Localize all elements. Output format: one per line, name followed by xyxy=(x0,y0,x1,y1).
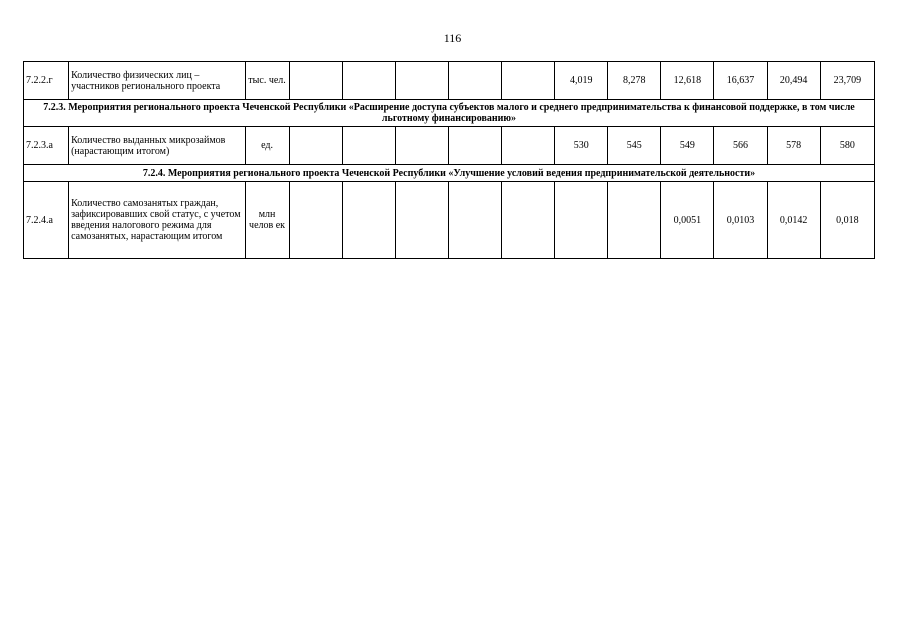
value-cell xyxy=(448,62,501,100)
section-row xyxy=(24,100,875,127)
unit-cell: тыс. чел. xyxy=(245,62,289,100)
value-cell: 578 xyxy=(767,127,820,165)
value-cell xyxy=(555,182,608,259)
table-row xyxy=(24,62,875,100)
value-cell xyxy=(289,62,342,100)
indicator-name: Количество выданных микрозаймов (нарастающим итогом) xyxy=(69,127,245,165)
row-code: 7.2.2.г xyxy=(24,62,69,100)
value-cell: 0,018 xyxy=(820,182,874,259)
table-row xyxy=(24,182,875,259)
value-cell xyxy=(289,182,342,259)
value-cell: 12,618 xyxy=(661,62,714,100)
value-cell xyxy=(608,182,661,259)
value-cell xyxy=(342,127,395,165)
value-cell: 23,709 xyxy=(820,62,874,100)
value-cell xyxy=(448,182,501,259)
value-cell: 0,0103 xyxy=(714,182,767,259)
value-cell: 530 xyxy=(555,127,608,165)
value-cell xyxy=(395,127,448,165)
row-code: 7.2.4.а xyxy=(24,182,69,259)
unit-cell: млн челов ек xyxy=(245,182,289,259)
page-number: 116 xyxy=(443,31,462,45)
section-heading: 7.2.3. Мероприятия регионального проекта Чеченской Республики «Расширение доступа субъектов малого и среднего предпринимательства к финансовой поддержке, в том числе льготному финансированию» xyxy=(24,100,875,127)
value-cell xyxy=(395,182,448,259)
value-cell: 566 xyxy=(714,127,767,165)
value-cell: 4,019 xyxy=(555,62,608,100)
value-cell xyxy=(502,182,555,259)
value-cell: 0,0051 xyxy=(661,182,714,259)
table-row xyxy=(24,127,875,165)
value-cell xyxy=(342,62,395,100)
value-cell xyxy=(448,127,501,165)
unit-cell: ед. xyxy=(245,127,289,165)
value-cell: 8,278 xyxy=(608,62,661,100)
section-row xyxy=(24,165,875,182)
value-cell: 20,494 xyxy=(767,62,820,100)
section-heading: 7.2.4. Мероприятия регионального проекта Чеченской Республики «Улучшение условий ведения предпринимательской деятельности» xyxy=(24,165,875,182)
value-cell: 549 xyxy=(661,127,714,165)
value-cell xyxy=(502,127,555,165)
value-cell: 580 xyxy=(820,127,874,165)
indicator-name: Количество самозанятых граждан, зафиксировавших свой статус, с учетом введения налогового режима для самозанятых, нарастающим итогом xyxy=(69,182,245,259)
value-cell: 545 xyxy=(608,127,661,165)
value-cell xyxy=(289,127,342,165)
value-cell xyxy=(342,182,395,259)
value-cell xyxy=(502,62,555,100)
row-code: 7.2.3.а xyxy=(24,127,69,165)
value-cell: 0,0142 xyxy=(767,182,820,259)
value-cell xyxy=(395,62,448,100)
indicator-name: Количество физических лиц – участников регионального проекта xyxy=(69,62,245,100)
indicators-table xyxy=(23,61,875,259)
value-cell: 16,637 xyxy=(714,62,767,100)
